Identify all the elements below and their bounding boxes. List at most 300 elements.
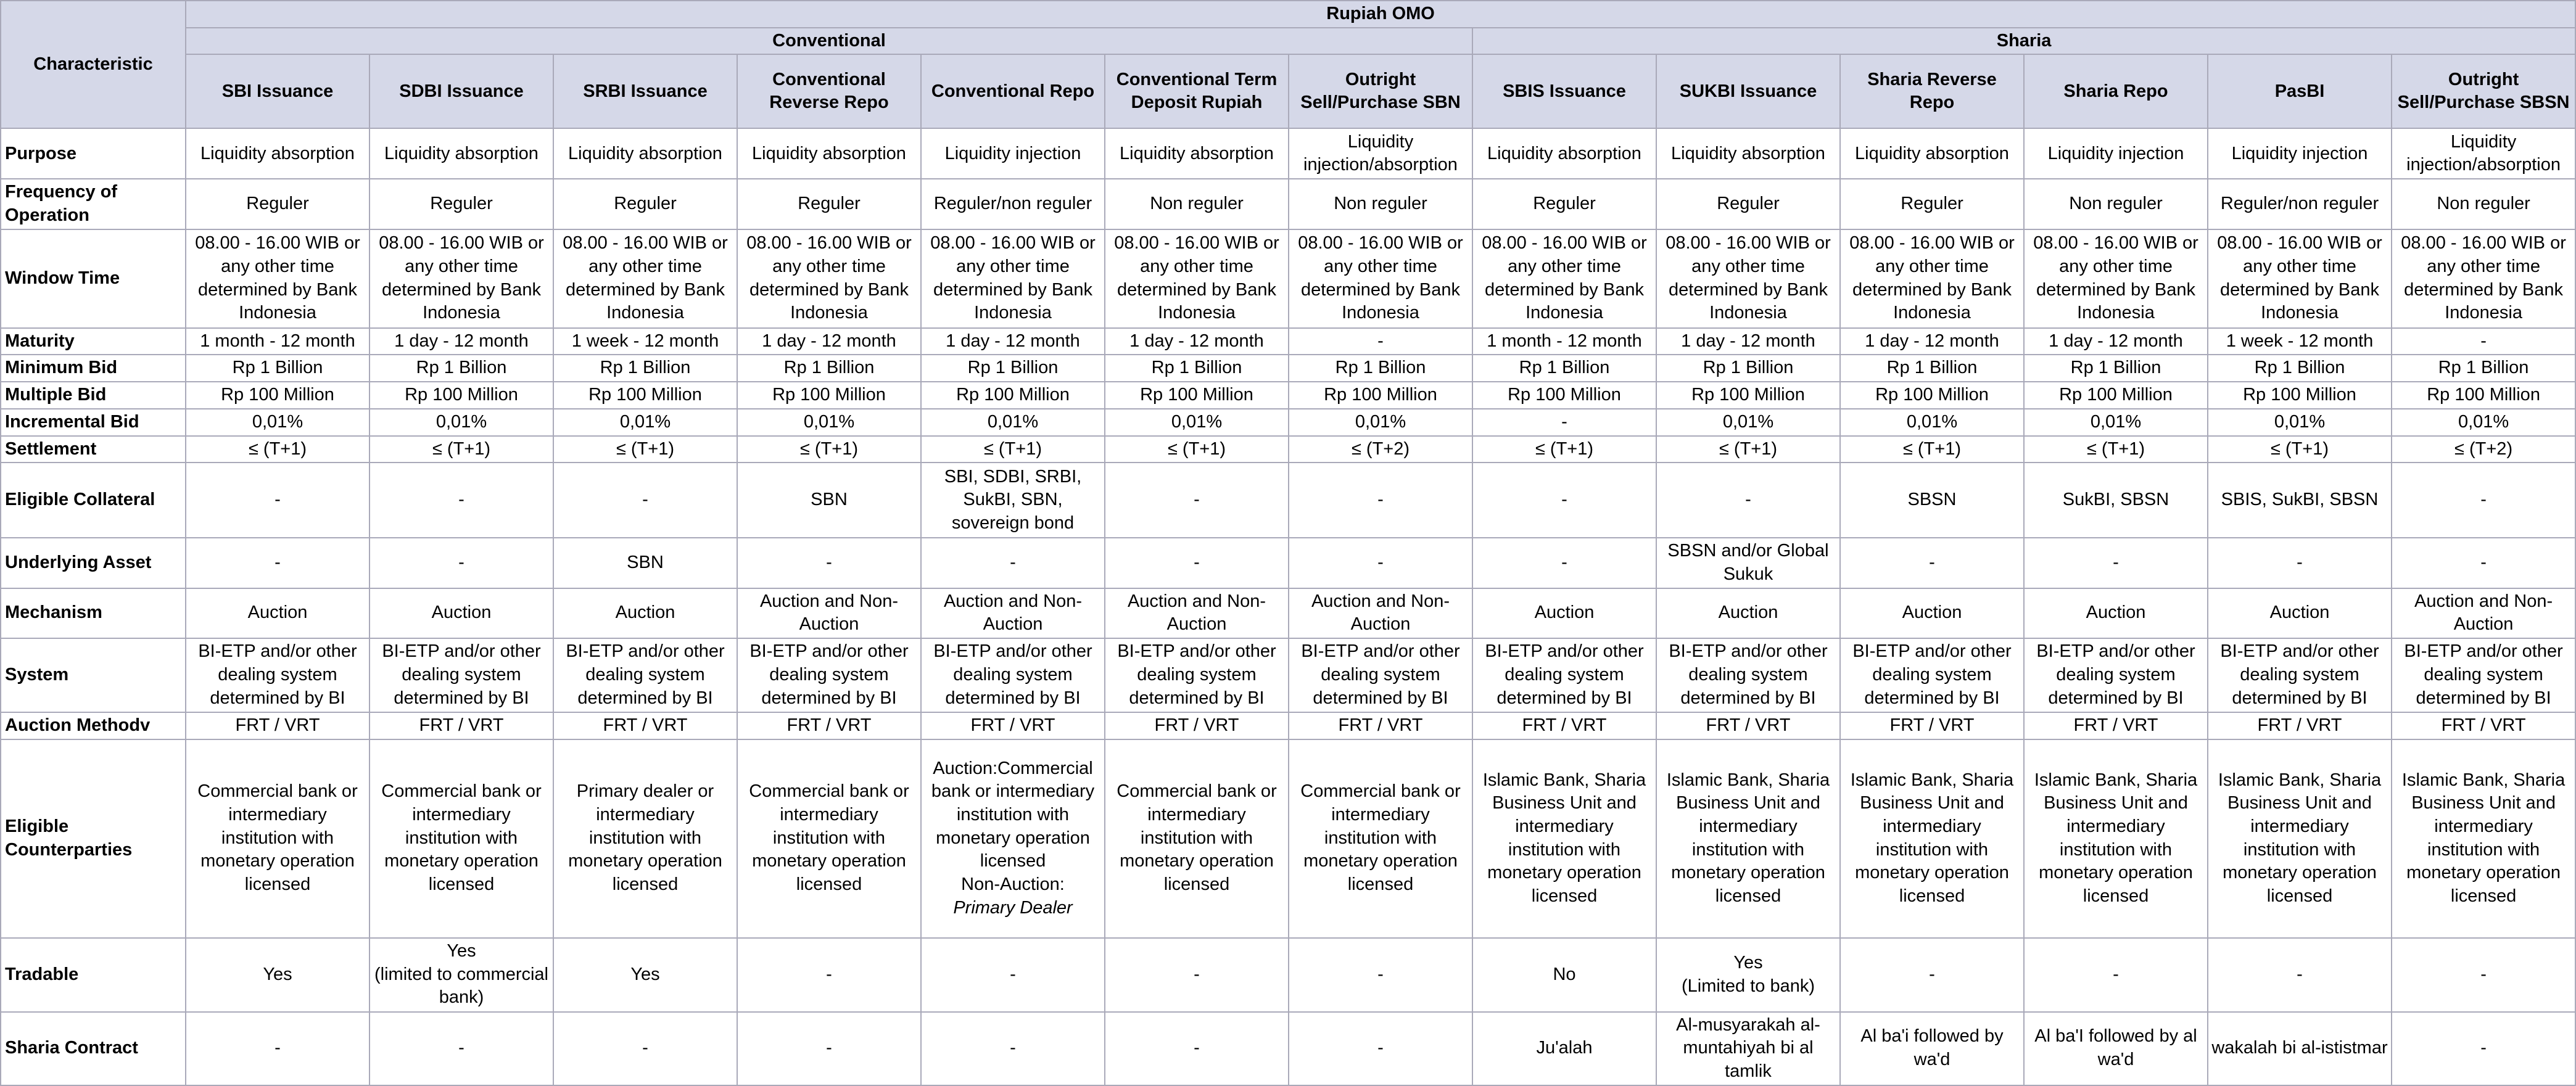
- table-cell: [369, 538, 553, 588]
- group-header-row: [1, 28, 2575, 55]
- cell-text: Rp 100 Million: [405, 385, 518, 405]
- cell-text: Liquidity absorption: [1120, 143, 1274, 163]
- table-row-tradable: [1, 938, 2575, 1012]
- cell-text: ≤ (T+1): [1167, 438, 1226, 459]
- table-cell: [2208, 588, 2392, 638]
- group-header-conventional: Conventional: [186, 28, 1472, 55]
- column-header-srbi-issuance: SRBI Issuance: [553, 54, 737, 128]
- cell-text: ≤ (T+1): [616, 438, 675, 459]
- table-cell: [1472, 538, 1656, 588]
- table-cell: [186, 436, 369, 463]
- table-body: [1, 128, 2575, 1085]
- cell-text: FRT / VRT: [1889, 715, 1975, 735]
- cell-text: Commercial bank or intermediary institution with monetary operation licensed: [197, 781, 358, 895]
- table-cell: [1105, 712, 1289, 739]
- table-cell: [921, 638, 1105, 712]
- table-cell: [2208, 179, 2392, 229]
- table-header: [1, 1, 2575, 128]
- table-cell: [1656, 638, 1840, 712]
- table-cell: [1840, 1012, 2024, 1085]
- row-label: Maturity: [1, 328, 186, 355]
- table-cell: [553, 739, 737, 938]
- cell-text: Rp 1 Billion: [1151, 358, 1242, 378]
- column-header-pasbi: PasBI: [2208, 54, 2392, 128]
- table-cell: [2392, 1012, 2575, 1085]
- cell-text: ≤ (T+1): [983, 438, 1042, 459]
- table-cell: [1289, 328, 1472, 355]
- cell-text: 0,01%: [1171, 411, 1223, 432]
- table-cell: [737, 328, 921, 355]
- table-cell: [1656, 938, 1840, 1012]
- table-cell: [186, 588, 369, 638]
- cell-text: Rp 1 Billion: [232, 358, 323, 378]
- table-cell: [737, 409, 921, 436]
- cell-text: 1 day - 12 month: [394, 331, 529, 351]
- cell-text: 0,01%: [252, 411, 303, 432]
- column-header-sbis-issuance: SBIS Issuance: [1472, 54, 1656, 128]
- cell-text: Reguler: [1717, 194, 1780, 214]
- cell-text: Al ba'i followed by wa'd: [1860, 1026, 2004, 1070]
- cell-text: -: [1377, 553, 1384, 573]
- cell-text: FRT / VRT: [1154, 715, 1239, 735]
- table-cell: [2024, 638, 2208, 712]
- cell-text: SBN: [811, 490, 848, 510]
- table-cell: [2208, 712, 2392, 739]
- table-cell: [2392, 938, 2575, 1012]
- cell-text: Commercial bank or intermediary institution with monetary operation licensed: [749, 781, 909, 895]
- cell-text: BI-ETP and/or other dealing system determined by BI: [1669, 641, 1828, 708]
- cell-text: Reguler: [798, 194, 861, 214]
- cell-text: Yes: [263, 964, 292, 984]
- cell-text: Ju'alah: [1536, 1038, 1593, 1058]
- cell-text: 1 month - 12 month: [200, 331, 355, 351]
- cell-text: Al-musyarakah al-muntahiyah bi al tamlik: [1676, 1014, 1820, 1081]
- cell-text: Rp 1 Billion: [2438, 358, 2529, 378]
- cell-text: BI-ETP and/or other dealing system determined by BI: [749, 641, 909, 708]
- table-row-frequency: [1, 179, 2575, 229]
- table-cell: [553, 128, 737, 179]
- cell-text: Rp 1 Billion: [2254, 358, 2345, 378]
- table-row-window: [1, 229, 2575, 328]
- cell-text: Auction: [1534, 603, 1595, 623]
- table-cell: [553, 355, 737, 382]
- cell-text: Liquidity injection: [2231, 143, 2368, 163]
- table-cell: [1656, 588, 1840, 638]
- table-cell: [553, 463, 737, 538]
- table-cell: [1472, 382, 1656, 409]
- table-cell: [2024, 436, 2208, 463]
- cell-text: FRT / VRT: [970, 715, 1055, 735]
- table-cell: [1472, 229, 1656, 328]
- table-cell: [921, 588, 1105, 638]
- table-cell: [553, 436, 737, 463]
- table-cell: [1105, 1012, 1289, 1085]
- table-title: Rupiah OMO: [186, 1, 2575, 28]
- cell-text: Reguler: [246, 194, 309, 214]
- cell-text: FRT / VRT: [1522, 715, 1607, 735]
- table-cell: [2024, 179, 2208, 229]
- cell-text: Liquidity absorption: [384, 143, 539, 163]
- table-cell: [2024, 355, 2208, 382]
- cell-text: Islamic Bank, Sharia Business Unit and intermediary institution with monetary operation licensed: [1850, 770, 2014, 906]
- table-cell: [1840, 463, 2024, 538]
- cell-text: Auction: [2269, 603, 2330, 623]
- cell-text: ≤ (T+2): [2454, 438, 2513, 459]
- table-row-multiple-bid: [1, 382, 2575, 409]
- table-cell: [1840, 588, 2024, 638]
- table-cell: [369, 436, 553, 463]
- cell-text: Islamic Bank, Sharia Business Unit and intermediary institution with monetary operation licensed: [2218, 770, 2382, 906]
- table-cell: [1656, 739, 1840, 938]
- table-cell: [1105, 938, 1289, 1012]
- cell-text: SBSN and/or Global Sukuk: [1667, 541, 1829, 584]
- cell-text: FRT / VRT: [603, 715, 688, 735]
- table-row-settlement: [1, 436, 2575, 463]
- cell-text: 08.00 - 16.00 WIB or any other time determined by Bank Indonesia: [195, 233, 360, 323]
- table-cell: [1472, 938, 1656, 1012]
- cell-text: Liquidity absorption: [1855, 143, 2009, 163]
- table-cell: [2024, 128, 2208, 179]
- cell-text: -: [2480, 964, 2487, 984]
- cell-text: Rp 100 Million: [1691, 385, 1805, 405]
- cell-text: -: [1561, 490, 1567, 510]
- table-cell: [1840, 382, 2024, 409]
- table-cell: [1105, 638, 1289, 712]
- cell-text: Auction and Non-Auction: [943, 591, 1083, 635]
- table-cell: [2024, 382, 2208, 409]
- table-cell: [1289, 739, 1472, 938]
- table-cell: [2208, 538, 2392, 588]
- table-cell: [2024, 409, 2208, 436]
- cell-text: Liquidity absorption: [200, 143, 355, 163]
- cell-text: Reguler: [430, 194, 493, 214]
- cell-text: Rp 1 Billion: [1519, 358, 1610, 378]
- cell-text: FRT / VRT: [419, 715, 504, 735]
- table-cell: [553, 229, 737, 328]
- cell-text: -: [1561, 553, 1567, 573]
- cell-text: Liquidity injection: [2047, 143, 2184, 163]
- table-row-auction-method: [1, 712, 2575, 739]
- cell-text: Rp 1 Billion: [1886, 358, 1978, 378]
- cell-text: 08.00 - 16.00 WIB or any other time determined by Bank Indonesia: [2217, 233, 2382, 323]
- cell-text: Commercial bank or intermediary institution with monetary operation licensed: [381, 781, 542, 895]
- table-cell: [553, 179, 737, 229]
- column-header-sukbi-issuance: SUKBI Issuance: [1656, 54, 1840, 128]
- table-row-underlying: [1, 538, 2575, 588]
- column-header-conventional-term-deposit-rupiah: Conventional Term Deposit Rupiah: [1105, 54, 1289, 128]
- table-cell: [1289, 128, 1472, 179]
- cell-text: 08.00 - 16.00 WIB or any other time determined by Bank Indonesia: [1114, 233, 1279, 323]
- table-cell: [921, 355, 1105, 382]
- table-cell: [1289, 638, 1472, 712]
- cell-text: Rp 1 Billion: [1703, 358, 1794, 378]
- cell-text: Islamic Bank, Sharia Business Unit and intermediary institution with monetary operation licensed: [2401, 770, 2566, 906]
- table-cell: [2392, 128, 2575, 179]
- table-cell: [2392, 328, 2575, 355]
- table-cell: [1472, 355, 1656, 382]
- cell-text: Rp 100 Million: [588, 385, 702, 405]
- row-label: Minimum Bid: [1, 355, 186, 382]
- table-cell: [921, 409, 1105, 436]
- table-cell: [2392, 355, 2575, 382]
- group-header-sharia: Sharia: [1472, 28, 2575, 55]
- column-header-sdbi-issuance: SDBI Issuance: [369, 54, 553, 128]
- cell-text: -: [826, 964, 832, 984]
- table-cell: [1840, 938, 2024, 1012]
- table-cell: [1472, 463, 1656, 538]
- cell-text: -: [1010, 1038, 1016, 1058]
- table-cell: [1105, 739, 1289, 938]
- table-cell: [186, 463, 369, 538]
- row-label: Purpose: [1, 128, 186, 179]
- table-cell: [1840, 712, 2024, 739]
- row-label: Tradable: [1, 938, 186, 1012]
- table-cell: [737, 355, 921, 382]
- cell-text: Auction: [1902, 603, 1962, 623]
- table-row-maturity: [1, 328, 2575, 355]
- table-cell: [369, 588, 553, 638]
- cell-text: Liquidity absorption: [1487, 143, 1641, 163]
- cell-text: BI-ETP and/or other dealing system determined by BI: [1117, 641, 1276, 708]
- cell-text: 1 month - 12 month: [1487, 331, 1642, 351]
- table-cell: [186, 638, 369, 712]
- table-cell: [2208, 328, 2392, 355]
- table-cell: [1472, 409, 1656, 436]
- cell-text: -: [275, 553, 281, 573]
- cell-text: FRT / VRT: [1338, 715, 1423, 735]
- table-cell: [1472, 588, 1656, 638]
- cell-text: -: [2113, 964, 2119, 984]
- cell-text: -: [2113, 553, 2119, 573]
- cell-text: ≤ (T+1): [2270, 438, 2329, 459]
- table-row-min-bid: [1, 355, 2575, 382]
- table-cell: [1656, 712, 1840, 739]
- cell-text: No: [1553, 964, 1576, 984]
- table-cell: [2392, 739, 2575, 938]
- cell-text: 08.00 - 16.00 WIB or any other time determined by Bank Indonesia: [1298, 233, 1463, 323]
- cell-text: ≤ (T+1): [1902, 438, 1962, 459]
- cell-text: Rp 100 Million: [1324, 385, 1437, 405]
- table-cell: [369, 328, 553, 355]
- table-cell: [921, 179, 1105, 229]
- table-cell: [186, 179, 369, 229]
- table-cell: [1289, 382, 1472, 409]
- table-cell: [1656, 355, 1840, 382]
- cell-text: ≤ (T+1): [248, 438, 307, 459]
- cell-text: 08.00 - 16.00 WIB or any other time determined by Bank Indonesia: [1482, 233, 1647, 323]
- table-cell: [369, 938, 553, 1012]
- row-label: System: [1, 638, 186, 712]
- table-cell: [2392, 712, 2575, 739]
- row-label: Window Time: [1, 229, 186, 328]
- cell-text: -: [1010, 964, 1016, 984]
- column-header-row: [1, 54, 2575, 128]
- cell-text: -: [1010, 553, 1016, 573]
- table-cell: [2024, 229, 2208, 328]
- table-cell: [1472, 712, 1656, 739]
- cell-text: -: [642, 1038, 648, 1058]
- column-header-conventional-reverse-repo: Conventional Reverse Repo: [737, 54, 921, 128]
- table-cell: [1289, 588, 1472, 638]
- table-row-collateral: [1, 463, 2575, 538]
- table-cell: [553, 409, 737, 436]
- cell-text: Non reguler: [1334, 194, 1427, 214]
- row-label: Incremental Bid: [1, 409, 186, 436]
- row-label: Settlement: [1, 436, 186, 463]
- cell-text: Auction: [431, 603, 492, 623]
- table-cell: [1105, 409, 1289, 436]
- cell-text: -: [1194, 964, 1200, 984]
- table-row-counterparties: [1, 739, 2575, 938]
- table-cell: [1840, 328, 2024, 355]
- cell-text: Rp 100 Million: [1875, 385, 1989, 405]
- table-cell: [2208, 1012, 2392, 1085]
- row-label: Multiple Bid: [1, 382, 186, 409]
- cell-text: wakalah bi al-ististmar: [2211, 1038, 2388, 1058]
- table-cell: [186, 1012, 369, 1085]
- table-cell: [1472, 179, 1656, 229]
- cell-text: 0,01%: [2274, 411, 2326, 432]
- table-cell: [1105, 538, 1289, 588]
- table-cell: [1656, 179, 1840, 229]
- table-cell: [2208, 355, 2392, 382]
- table-cell: [553, 1012, 737, 1085]
- table-cell: [1289, 1012, 1472, 1085]
- table-cell: [737, 588, 921, 638]
- cell-text: Rp 100 Million: [1140, 385, 1253, 405]
- cell-text: Islamic Bank, Sharia Business Unit and intermediary institution with monetary operation licensed: [1482, 770, 1646, 906]
- cell-text: 1 day - 12 month: [2049, 331, 2183, 351]
- table-cell: [186, 229, 369, 328]
- table-cell: [1289, 463, 1472, 538]
- table-cell: [1472, 328, 1656, 355]
- table-cell: [737, 638, 921, 712]
- cell-text: BI-ETP and/or other dealing system determined by BI: [2036, 641, 2195, 708]
- table-cell: [2208, 739, 2392, 938]
- cell-text: -: [458, 553, 464, 573]
- cell-text: ≤ (T+1): [799, 438, 859, 459]
- characteristic-header: Characteristic: [1, 1, 186, 128]
- cell-text: 08.00 - 16.00 WIB or any other time determined by Bank Indonesia: [2401, 233, 2566, 323]
- cell-text: -: [1929, 964, 1935, 984]
- cell-text: Reguler: [1533, 194, 1596, 214]
- cell-text: FRT / VRT: [1706, 715, 1791, 735]
- table-cell: [1840, 638, 2024, 712]
- table-cell: [2024, 588, 2208, 638]
- cell-text: BI-ETP and/or other dealing system determined by BI: [382, 641, 541, 708]
- cell-text: BI-ETP and/or other dealing system determined by BI: [1485, 641, 1644, 708]
- table-cell: [553, 382, 737, 409]
- cell-text: BI-ETP and/or other dealing system determined by BI: [2404, 641, 2563, 708]
- table-cell: [369, 229, 553, 328]
- cell-text: Rp 100 Million: [2059, 385, 2173, 405]
- table-cell: [369, 179, 553, 229]
- row-label: Frequency of Operation: [1, 179, 186, 229]
- cell-text: 0,01%: [1906, 411, 1958, 432]
- cell-text: -: [1194, 1038, 1200, 1058]
- cell-text: Rp 1 Billion: [967, 358, 1059, 378]
- table-cell: [737, 739, 921, 938]
- cell-text: 08.00 - 16.00 WIB or any other time determined by Bank Indonesia: [930, 233, 1096, 323]
- table-cell: [553, 538, 737, 588]
- table-cell: [2208, 938, 2392, 1012]
- cell-text: Auction:Commercial bank or intermediary institution with monetary operation licensed: [931, 758, 1095, 871]
- table-cell: [921, 128, 1105, 179]
- table-cell: [1840, 128, 2024, 179]
- table-cell: [1840, 739, 2024, 938]
- cell-text: FRT / VRT: [786, 715, 872, 735]
- table-cell: [921, 229, 1105, 328]
- cell-text: 08.00 - 16.00 WIB or any other time determined by Bank Indonesia: [746, 233, 912, 323]
- table-cell: [1472, 1012, 1656, 1085]
- cell-text: Auction and Non-Auction: [759, 591, 899, 635]
- cell-text: -: [1929, 553, 1935, 573]
- table-cell: [1656, 328, 1840, 355]
- cell-text: 0,01%: [803, 411, 855, 432]
- table-row-sharia-contract: [1, 1012, 2575, 1085]
- cell-text: ≤ (T+1): [432, 438, 491, 459]
- cell-text: 1 week - 12 month: [571, 331, 719, 351]
- cell-text: BI-ETP and/or other dealing system determined by BI: [933, 641, 1092, 708]
- table-cell: [921, 538, 1105, 588]
- table-cell: [2392, 538, 2575, 588]
- table-cell: [1105, 463, 1289, 538]
- table-cell: [369, 739, 553, 938]
- cell-text: Non reguler: [1150, 194, 1244, 214]
- table-cell: [2208, 382, 2392, 409]
- table-cell: [1289, 436, 1472, 463]
- cell-text: ≤ (T+1): [2086, 438, 2145, 459]
- table-cell: [1105, 436, 1289, 463]
- table-cell: [2024, 938, 2208, 1012]
- cell-text: BI-ETP and/or other dealing system determined by BI: [1852, 641, 2012, 708]
- cell-text: Liquidity absorption: [568, 143, 722, 163]
- cell-text: Non reguler: [2069, 194, 2163, 214]
- table-cell: [1840, 538, 2024, 588]
- cell-text: SBIS, SukBI, SBSN: [2221, 490, 2379, 510]
- table-cell: [2208, 638, 2392, 712]
- cell-text: Rp 100 Million: [1508, 385, 1621, 405]
- table-cell: [1656, 463, 1840, 538]
- table-cell: [1840, 436, 2024, 463]
- cell-text: 0,01%: [436, 411, 487, 432]
- table-row-mechanism: [1, 588, 2575, 638]
- cell-text: 0,01%: [1355, 411, 1406, 432]
- table-cell: [2392, 588, 2575, 638]
- table-cell: [737, 179, 921, 229]
- cell-text: Rp 100 Million: [956, 385, 1070, 405]
- table-cell: [921, 436, 1105, 463]
- cell-text: FRT / VRT: [235, 715, 320, 735]
- table-cell: [1105, 128, 1289, 179]
- cell-text: FRT / VRT: [2441, 715, 2526, 735]
- cell-text: 1 day - 12 month: [946, 331, 1080, 351]
- cell-text: -: [2480, 1038, 2487, 1058]
- row-label: Eligible Counterparties: [1, 739, 186, 938]
- table-cell: [1472, 638, 1656, 712]
- table-cell: [921, 712, 1105, 739]
- cell-text: -: [275, 1038, 281, 1058]
- table-cell: [921, 328, 1105, 355]
- table-row-system: [1, 638, 2575, 712]
- cell-text: SBSN: [1907, 490, 1957, 510]
- table-cell: [737, 1012, 921, 1085]
- cell-text: BI-ETP and/or other dealing system determined by BI: [2220, 641, 2379, 708]
- table-cell: [1105, 355, 1289, 382]
- cell-text: BI-ETP and/or other dealing system determined by BI: [1301, 641, 1460, 708]
- table-cell: [737, 463, 921, 538]
- row-label: Underlying Asset: [1, 538, 186, 588]
